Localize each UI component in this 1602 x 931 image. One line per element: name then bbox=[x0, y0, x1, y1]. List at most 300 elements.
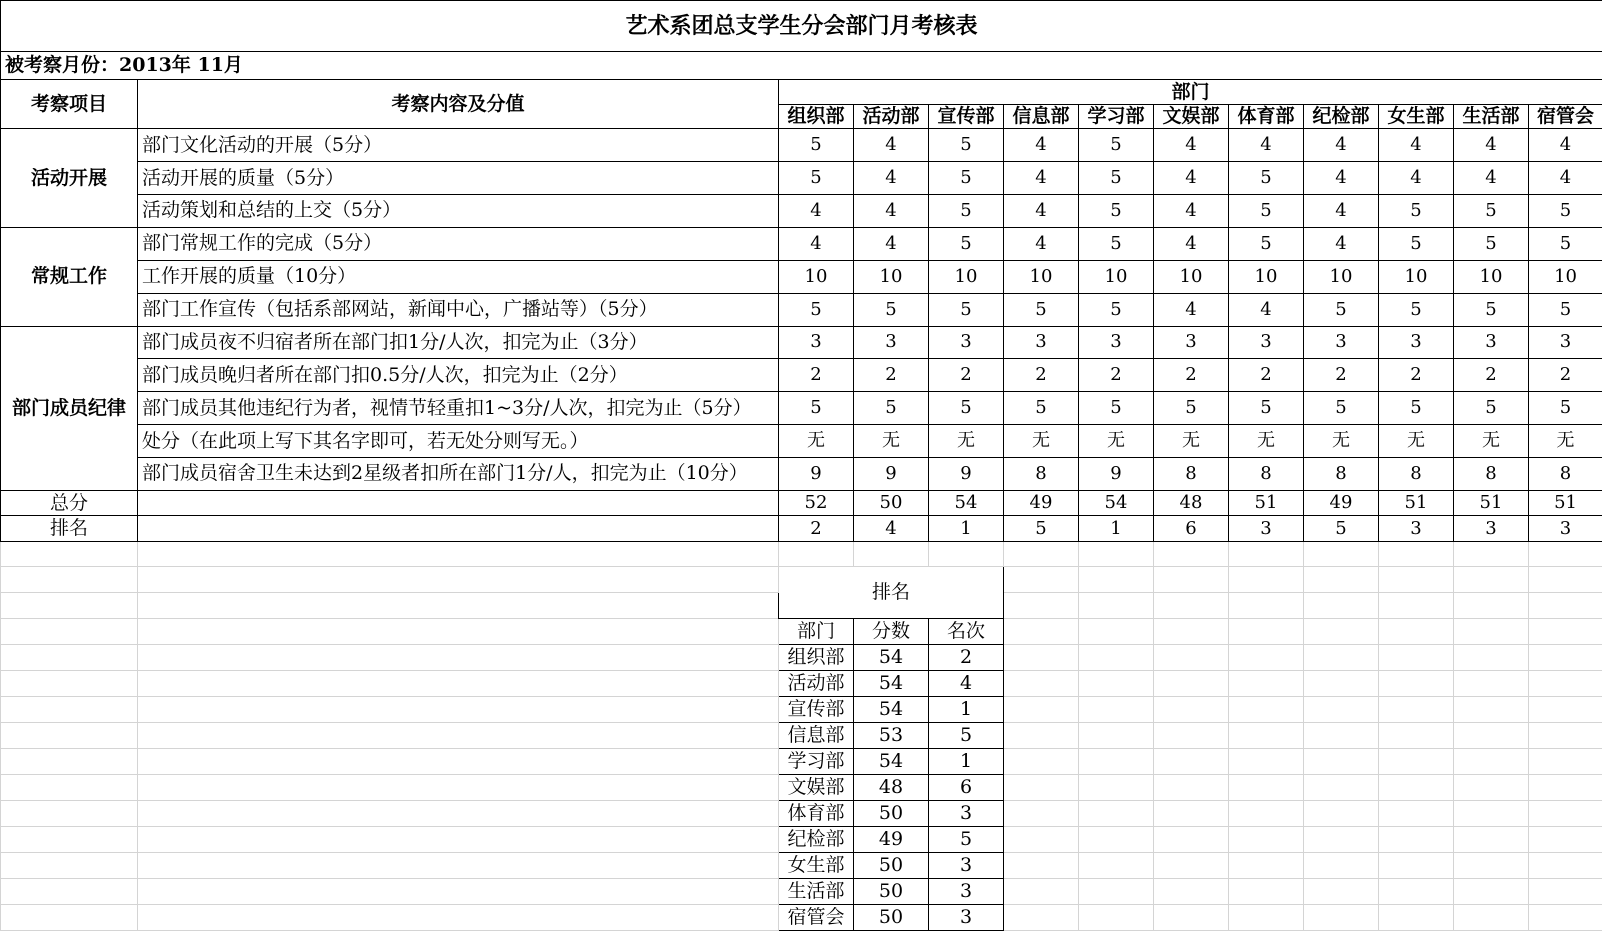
empty-cell[interactable] bbox=[1229, 593, 1304, 619]
empty-cell[interactable] bbox=[1304, 541, 1379, 566]
ranking-cell[interactable]: 4 bbox=[929, 671, 1004, 697]
score-cell[interactable]: 5 bbox=[1304, 392, 1379, 425]
empty-cell[interactable] bbox=[1004, 697, 1079, 723]
empty-cell[interactable] bbox=[1529, 852, 1602, 878]
score-cell[interactable]: 8 bbox=[1304, 458, 1379, 491]
empty-cell[interactable] bbox=[1004, 567, 1079, 593]
score-cell[interactable]: 5 bbox=[1379, 227, 1454, 260]
empty-cell[interactable] bbox=[138, 567, 779, 593]
empty-cell[interactable] bbox=[929, 541, 1004, 566]
empty-cell[interactable] bbox=[1, 904, 138, 930]
empty-cell[interactable] bbox=[1379, 619, 1454, 645]
score-cell[interactable]: 4 bbox=[1004, 162, 1079, 195]
rank-row-blank[interactable] bbox=[138, 516, 779, 541]
empty-cell[interactable] bbox=[1229, 826, 1304, 852]
score-cell[interactable]: 4 bbox=[1004, 129, 1079, 162]
empty-cell[interactable] bbox=[1379, 697, 1454, 723]
empty-cell[interactable] bbox=[1304, 645, 1379, 671]
score-cell[interactable]: 2 bbox=[854, 359, 929, 392]
criterion-content[interactable]: 活动策划和总结的上交（5分） bbox=[138, 195, 779, 228]
empty-cell[interactable] bbox=[1379, 904, 1454, 930]
empty-cell[interactable] bbox=[1454, 904, 1529, 930]
score-cell[interactable]: 5 bbox=[1454, 195, 1529, 228]
score-cell[interactable]: 4 bbox=[1004, 195, 1079, 228]
empty-cell[interactable] bbox=[1079, 800, 1154, 826]
score-cell[interactable]: 4 bbox=[1304, 227, 1379, 260]
score-cell[interactable]: 9 bbox=[779, 458, 854, 491]
ranking-cell[interactable]: 2 bbox=[929, 645, 1004, 671]
month-label[interactable]: 被考察月份：2013年 11月 bbox=[1, 51, 1602, 80]
ranking-cell[interactable]: 1 bbox=[929, 748, 1004, 774]
score-cell[interactable]: 8 bbox=[1229, 458, 1304, 491]
empty-cell[interactable] bbox=[1154, 645, 1229, 671]
score-cell[interactable]: 5 bbox=[1229, 227, 1304, 260]
score-cell[interactable]: 5 bbox=[1379, 195, 1454, 228]
empty-cell[interactable] bbox=[854, 541, 929, 566]
score-cell[interactable]: 5 bbox=[1454, 227, 1529, 260]
score-cell[interactable]: 4 bbox=[779, 195, 854, 228]
score-cell[interactable]: 9 bbox=[854, 458, 929, 491]
empty-cell[interactable] bbox=[1304, 671, 1379, 697]
total-row-score[interactable]: 54 bbox=[929, 490, 1004, 515]
score-cell[interactable]: 5 bbox=[1229, 195, 1304, 228]
ranking-cell[interactable]: 5 bbox=[929, 722, 1004, 748]
dept-header-9[interactable]: 生活部 bbox=[1454, 104, 1529, 128]
total-row-blank[interactable] bbox=[138, 490, 779, 515]
score-cell[interactable]: 2 bbox=[1229, 359, 1304, 392]
empty-cell[interactable] bbox=[1154, 748, 1229, 774]
ranking-cell[interactable]: 纪检部 bbox=[779, 826, 854, 852]
ranking-cell[interactable]: 生活部 bbox=[779, 878, 854, 904]
ranking-cell[interactable]: 1 bbox=[929, 697, 1004, 723]
score-cell[interactable]: 3 bbox=[1529, 326, 1602, 359]
ranking-header-2[interactable]: 名次 bbox=[929, 619, 1004, 645]
empty-cell[interactable] bbox=[138, 593, 779, 619]
empty-cell[interactable] bbox=[1454, 541, 1529, 566]
empty-cell[interactable] bbox=[1304, 852, 1379, 878]
header-content[interactable]: 考察内容及分值 bbox=[138, 80, 779, 129]
score-cell[interactable]: 5 bbox=[1079, 227, 1154, 260]
ranking-cell[interactable]: 48 bbox=[854, 774, 929, 800]
empty-cell[interactable] bbox=[1529, 671, 1602, 697]
score-cell[interactable]: 9 bbox=[929, 458, 1004, 491]
score-cell[interactable]: 5 bbox=[1229, 392, 1304, 425]
score-cell[interactable]: 3 bbox=[1154, 326, 1229, 359]
ranking-header-1[interactable]: 分数 bbox=[854, 619, 929, 645]
empty-cell[interactable] bbox=[1379, 852, 1454, 878]
empty-cell[interactable] bbox=[1529, 904, 1602, 930]
score-cell[interactable]: 4 bbox=[1154, 129, 1229, 162]
empty-cell[interactable] bbox=[1154, 619, 1229, 645]
total-row-label[interactable]: 总分 bbox=[1, 490, 138, 515]
score-cell[interactable]: 2 bbox=[779, 359, 854, 392]
empty-cell[interactable] bbox=[1, 645, 138, 671]
score-cell[interactable]: 4 bbox=[1454, 129, 1529, 162]
empty-cell[interactable] bbox=[1454, 671, 1529, 697]
empty-cell[interactable] bbox=[1079, 878, 1154, 904]
empty-cell[interactable] bbox=[1004, 619, 1079, 645]
rank-row-score[interactable]: 3 bbox=[1379, 516, 1454, 541]
empty-cell[interactable] bbox=[1, 774, 138, 800]
empty-cell[interactable] bbox=[1, 619, 138, 645]
score-cell[interactable]: 4 bbox=[1154, 227, 1229, 260]
criterion-content[interactable]: 部门成员其他违纪行为者，视情节轻重扣1~3分/人次，扣完为止（5分） bbox=[138, 392, 779, 425]
empty-cell[interactable] bbox=[1154, 671, 1229, 697]
empty-cell[interactable] bbox=[1, 826, 138, 852]
score-cell[interactable]: 无 bbox=[1229, 425, 1304, 458]
empty-cell[interactable] bbox=[1, 671, 138, 697]
rank-row-score[interactable]: 1 bbox=[1079, 516, 1154, 541]
empty-cell[interactable] bbox=[1154, 593, 1229, 619]
score-cell[interactable]: 10 bbox=[779, 260, 854, 293]
criterion-content[interactable]: 部门文化活动的开展（5分） bbox=[138, 129, 779, 162]
score-cell[interactable]: 5 bbox=[1004, 293, 1079, 326]
ranking-cell[interactable]: 活动部 bbox=[779, 671, 854, 697]
empty-cell[interactable] bbox=[1, 748, 138, 774]
empty-cell[interactable] bbox=[1379, 800, 1454, 826]
empty-cell[interactable] bbox=[1454, 619, 1529, 645]
score-cell[interactable]: 3 bbox=[1079, 326, 1154, 359]
group-label[interactable]: 常规工作 bbox=[1, 227, 138, 326]
ranking-cell[interactable]: 3 bbox=[929, 904, 1004, 930]
score-cell[interactable]: 4 bbox=[1454, 162, 1529, 195]
total-row-score[interactable]: 49 bbox=[1304, 490, 1379, 515]
empty-cell[interactable] bbox=[1229, 774, 1304, 800]
empty-cell[interactable] bbox=[1304, 593, 1379, 619]
total-row-score[interactable]: 51 bbox=[1379, 490, 1454, 515]
empty-cell[interactable] bbox=[1154, 852, 1229, 878]
ranking-cell[interactable]: 女生部 bbox=[779, 852, 854, 878]
rank-row-score[interactable]: 5 bbox=[1304, 516, 1379, 541]
score-cell[interactable]: 5 bbox=[1304, 293, 1379, 326]
score-cell[interactable]: 4 bbox=[1379, 129, 1454, 162]
empty-cell[interactable] bbox=[1304, 878, 1379, 904]
score-cell[interactable]: 无 bbox=[779, 425, 854, 458]
empty-cell[interactable] bbox=[1304, 904, 1379, 930]
score-cell[interactable]: 无 bbox=[1079, 425, 1154, 458]
empty-cell[interactable] bbox=[1004, 852, 1079, 878]
ranking-cell[interactable]: 3 bbox=[929, 852, 1004, 878]
score-cell[interactable]: 4 bbox=[779, 227, 854, 260]
empty-cell[interactable] bbox=[1379, 593, 1454, 619]
score-cell[interactable]: 2 bbox=[1454, 359, 1529, 392]
empty-cell[interactable] bbox=[1229, 541, 1304, 566]
empty-cell[interactable] bbox=[1529, 722, 1602, 748]
empty-cell[interactable] bbox=[1, 567, 138, 593]
score-cell[interactable]: 5 bbox=[929, 227, 1004, 260]
score-cell[interactable]: 4 bbox=[1154, 162, 1229, 195]
ranking-cell[interactable]: 信息部 bbox=[779, 722, 854, 748]
empty-cell[interactable] bbox=[1379, 774, 1454, 800]
ranking-cell[interactable]: 3 bbox=[929, 878, 1004, 904]
group-label[interactable]: 活动开展 bbox=[1, 129, 138, 228]
empty-cell[interactable] bbox=[1004, 774, 1079, 800]
empty-cell[interactable] bbox=[1, 541, 138, 566]
empty-cell[interactable] bbox=[1004, 593, 1079, 619]
score-cell[interactable]: 4 bbox=[1304, 162, 1379, 195]
ranking-cell[interactable]: 49 bbox=[854, 826, 929, 852]
criterion-content[interactable]: 部门常规工作的完成（5分） bbox=[138, 227, 779, 260]
empty-cell[interactable] bbox=[138, 826, 779, 852]
empty-cell[interactable] bbox=[1454, 852, 1529, 878]
empty-cell[interactable] bbox=[1454, 800, 1529, 826]
total-row-score[interactable]: 52 bbox=[779, 490, 854, 515]
score-cell[interactable]: 5 bbox=[1079, 392, 1154, 425]
empty-cell[interactable] bbox=[1004, 800, 1079, 826]
dept-header-0[interactable]: 组织部 bbox=[779, 104, 854, 128]
score-cell[interactable]: 8 bbox=[1454, 458, 1529, 491]
empty-cell[interactable] bbox=[1379, 541, 1454, 566]
empty-cell[interactable] bbox=[1379, 878, 1454, 904]
score-cell[interactable]: 5 bbox=[1529, 392, 1602, 425]
total-row-score[interactable]: 50 bbox=[854, 490, 929, 515]
empty-cell[interactable] bbox=[1379, 826, 1454, 852]
score-cell[interactable]: 5 bbox=[779, 293, 854, 326]
empty-cell[interactable] bbox=[138, 671, 779, 697]
dept-header-1[interactable]: 活动部 bbox=[854, 104, 929, 128]
total-row-score[interactable]: 49 bbox=[1004, 490, 1079, 515]
empty-cell[interactable] bbox=[1079, 852, 1154, 878]
empty-cell[interactable] bbox=[1529, 774, 1602, 800]
score-cell[interactable]: 5 bbox=[1079, 129, 1154, 162]
empty-cell[interactable] bbox=[1529, 541, 1602, 566]
ranking-cell[interactable]: 54 bbox=[854, 645, 929, 671]
dept-header-5[interactable]: 文娱部 bbox=[1154, 104, 1229, 128]
rank-row-score[interactable]: 5 bbox=[1004, 516, 1079, 541]
score-cell[interactable]: 无 bbox=[1529, 425, 1602, 458]
rank-row-label[interactable]: 排名 bbox=[1, 516, 138, 541]
empty-cell[interactable] bbox=[1454, 826, 1529, 852]
empty-cell[interactable] bbox=[1304, 619, 1379, 645]
empty-cell[interactable] bbox=[1154, 541, 1229, 566]
score-cell[interactable]: 5 bbox=[779, 162, 854, 195]
empty-cell[interactable] bbox=[1, 852, 138, 878]
score-cell[interactable]: 5 bbox=[929, 162, 1004, 195]
empty-cell[interactable] bbox=[1529, 826, 1602, 852]
score-cell[interactable]: 5 bbox=[1529, 195, 1602, 228]
score-cell[interactable]: 10 bbox=[1004, 260, 1079, 293]
total-row-score[interactable]: 51 bbox=[1229, 490, 1304, 515]
empty-cell[interactable] bbox=[779, 541, 854, 566]
criterion-content[interactable]: 处分（在此项上写下其名字即可，若无处分则写无。） bbox=[138, 425, 779, 458]
score-cell[interactable]: 4 bbox=[1004, 227, 1079, 260]
score-cell[interactable]: 4 bbox=[1304, 129, 1379, 162]
empty-cell[interactable] bbox=[1079, 904, 1154, 930]
score-cell[interactable]: 5 bbox=[1379, 392, 1454, 425]
ranking-cell[interactable]: 50 bbox=[854, 800, 929, 826]
empty-cell[interactable] bbox=[1079, 671, 1154, 697]
score-cell[interactable]: 4 bbox=[1304, 195, 1379, 228]
empty-cell[interactable] bbox=[1454, 593, 1529, 619]
empty-cell[interactable] bbox=[1154, 800, 1229, 826]
rank-row-score[interactable]: 2 bbox=[779, 516, 854, 541]
dept-header-7[interactable]: 纪检部 bbox=[1304, 104, 1379, 128]
empty-cell[interactable] bbox=[1529, 619, 1602, 645]
empty-cell[interactable] bbox=[1079, 748, 1154, 774]
criterion-content[interactable]: 部门工作宣传（包括系部网站，新闻中心，广播站等）（5分） bbox=[138, 293, 779, 326]
ranking-cell[interactable]: 3 bbox=[929, 800, 1004, 826]
score-cell[interactable]: 5 bbox=[1079, 293, 1154, 326]
total-row-score[interactable]: 48 bbox=[1154, 490, 1229, 515]
empty-cell[interactable] bbox=[138, 619, 779, 645]
score-cell[interactable]: 3 bbox=[1304, 326, 1379, 359]
score-cell[interactable]: 3 bbox=[1229, 326, 1304, 359]
ranking-cell[interactable]: 体育部 bbox=[779, 800, 854, 826]
score-cell[interactable]: 4 bbox=[1529, 162, 1602, 195]
empty-cell[interactable] bbox=[1154, 904, 1229, 930]
ranking-cell[interactable]: 54 bbox=[854, 671, 929, 697]
empty-cell[interactable] bbox=[1304, 748, 1379, 774]
dept-header-8[interactable]: 女生部 bbox=[1379, 104, 1454, 128]
score-cell[interactable]: 5 bbox=[1154, 392, 1229, 425]
empty-cell[interactable] bbox=[1154, 878, 1229, 904]
score-cell[interactable]: 9 bbox=[1079, 458, 1154, 491]
empty-cell[interactable] bbox=[138, 645, 779, 671]
empty-cell[interactable] bbox=[1304, 800, 1379, 826]
score-cell[interactable]: 4 bbox=[1154, 293, 1229, 326]
empty-cell[interactable] bbox=[138, 904, 779, 930]
empty-cell[interactable] bbox=[1154, 567, 1229, 593]
empty-cell[interactable] bbox=[138, 800, 779, 826]
empty-cell[interactable] bbox=[1529, 593, 1602, 619]
empty-cell[interactable] bbox=[1529, 878, 1602, 904]
empty-cell[interactable] bbox=[1529, 748, 1602, 774]
score-cell[interactable]: 2 bbox=[1154, 359, 1229, 392]
empty-cell[interactable] bbox=[1079, 645, 1154, 671]
empty-cell[interactable] bbox=[1154, 774, 1229, 800]
score-cell[interactable]: 5 bbox=[1529, 227, 1602, 260]
criterion-content[interactable]: 活动开展的质量（5分） bbox=[138, 162, 779, 195]
score-cell[interactable]: 5 bbox=[929, 129, 1004, 162]
empty-cell[interactable] bbox=[1529, 697, 1602, 723]
empty-cell[interactable] bbox=[1229, 645, 1304, 671]
empty-cell[interactable] bbox=[1079, 593, 1154, 619]
empty-cell[interactable] bbox=[1304, 697, 1379, 723]
dept-header-10[interactable]: 宿管会 bbox=[1529, 104, 1602, 128]
score-cell[interactable]: 4 bbox=[1229, 129, 1304, 162]
empty-cell[interactable] bbox=[138, 541, 779, 566]
score-cell[interactable]: 4 bbox=[1154, 195, 1229, 228]
empty-cell[interactable] bbox=[1454, 722, 1529, 748]
empty-cell[interactable] bbox=[1, 697, 138, 723]
empty-cell[interactable] bbox=[1229, 697, 1304, 723]
empty-cell[interactable] bbox=[1229, 904, 1304, 930]
empty-cell[interactable] bbox=[1004, 722, 1079, 748]
empty-cell[interactable] bbox=[1154, 826, 1229, 852]
score-cell[interactable]: 4 bbox=[1229, 293, 1304, 326]
empty-cell[interactable] bbox=[1379, 748, 1454, 774]
empty-cell[interactable] bbox=[1004, 645, 1079, 671]
score-cell[interactable]: 无 bbox=[929, 425, 1004, 458]
empty-cell[interactable] bbox=[1004, 904, 1079, 930]
ranking-header-0[interactable]: 部门 bbox=[779, 619, 854, 645]
dept-header-2[interactable]: 宣传部 bbox=[929, 104, 1004, 128]
rank-row-score[interactable]: 4 bbox=[854, 516, 929, 541]
group-label[interactable]: 部门成员纪律 bbox=[1, 326, 138, 490]
ranking-cell[interactable]: 组织部 bbox=[779, 645, 854, 671]
rank-row-score[interactable]: 3 bbox=[1229, 516, 1304, 541]
empty-cell[interactable] bbox=[1154, 697, 1229, 723]
empty-cell[interactable] bbox=[1454, 878, 1529, 904]
header-dept-group[interactable]: 部门 bbox=[779, 80, 1602, 104]
criterion-content[interactable]: 部门成员晚归者所在部门扣0.5分/人次，扣完为止（2分） bbox=[138, 359, 779, 392]
score-cell[interactable]: 5 bbox=[854, 392, 929, 425]
score-cell[interactable]: 3 bbox=[854, 326, 929, 359]
empty-cell[interactable] bbox=[1454, 697, 1529, 723]
empty-cell[interactable] bbox=[1, 800, 138, 826]
empty-cell[interactable] bbox=[1079, 826, 1154, 852]
empty-cell[interactable] bbox=[1079, 722, 1154, 748]
ranking-cell[interactable]: 6 bbox=[929, 774, 1004, 800]
empty-cell[interactable] bbox=[1379, 722, 1454, 748]
score-cell[interactable]: 无 bbox=[1454, 425, 1529, 458]
criterion-content[interactable]: 部门成员宿舍卫生未达到2星级者扣所在部门1分/人，扣完为止（10分） bbox=[138, 458, 779, 491]
score-cell[interactable]: 10 bbox=[1529, 260, 1602, 293]
score-cell[interactable]: 无 bbox=[1379, 425, 1454, 458]
score-cell[interactable]: 2 bbox=[1529, 359, 1602, 392]
empty-cell[interactable] bbox=[1454, 774, 1529, 800]
empty-cell[interactable] bbox=[1379, 671, 1454, 697]
score-cell[interactable]: 10 bbox=[854, 260, 929, 293]
score-cell[interactable]: 4 bbox=[854, 162, 929, 195]
dept-header-3[interactable]: 信息部 bbox=[1004, 104, 1079, 128]
empty-cell[interactable] bbox=[1079, 619, 1154, 645]
empty-cell[interactable] bbox=[1229, 878, 1304, 904]
ranking-cell[interactable]: 学习部 bbox=[779, 748, 854, 774]
score-cell[interactable]: 2 bbox=[1304, 359, 1379, 392]
score-cell[interactable]: 2 bbox=[1379, 359, 1454, 392]
score-cell[interactable]: 无 bbox=[1154, 425, 1229, 458]
empty-cell[interactable] bbox=[1, 878, 138, 904]
empty-cell[interactable] bbox=[1004, 878, 1079, 904]
score-cell[interactable]: 无 bbox=[1304, 425, 1379, 458]
score-cell[interactable]: 2 bbox=[1079, 359, 1154, 392]
ranking-title[interactable]: 排名 bbox=[779, 567, 1004, 619]
score-cell[interactable]: 5 bbox=[1454, 293, 1529, 326]
score-cell[interactable]: 无 bbox=[854, 425, 929, 458]
score-cell[interactable]: 5 bbox=[1529, 293, 1602, 326]
score-cell[interactable]: 10 bbox=[1454, 260, 1529, 293]
score-cell[interactable]: 10 bbox=[1079, 260, 1154, 293]
score-cell[interactable]: 5 bbox=[779, 392, 854, 425]
score-cell[interactable]: 8 bbox=[1379, 458, 1454, 491]
ranking-cell[interactable]: 宣传部 bbox=[779, 697, 854, 723]
criterion-content[interactable]: 部门成员夜不归宿者所在部门扣1分/人次，扣完为止（3分） bbox=[138, 326, 779, 359]
score-cell[interactable]: 5 bbox=[929, 392, 1004, 425]
empty-cell[interactable] bbox=[1304, 567, 1379, 593]
empty-cell[interactable] bbox=[1529, 567, 1602, 593]
score-cell[interactable]: 10 bbox=[929, 260, 1004, 293]
score-cell[interactable]: 4 bbox=[854, 129, 929, 162]
ranking-cell[interactable]: 53 bbox=[854, 722, 929, 748]
score-cell[interactable]: 8 bbox=[1004, 458, 1079, 491]
rank-row-score[interactable]: 3 bbox=[1454, 516, 1529, 541]
empty-cell[interactable] bbox=[1004, 671, 1079, 697]
score-cell[interactable]: 10 bbox=[1304, 260, 1379, 293]
score-cell[interactable]: 8 bbox=[1529, 458, 1602, 491]
empty-cell[interactable] bbox=[1454, 748, 1529, 774]
empty-cell[interactable] bbox=[1229, 567, 1304, 593]
score-cell[interactable]: 4 bbox=[854, 227, 929, 260]
ranking-cell[interactable]: 50 bbox=[854, 904, 929, 930]
ranking-cell[interactable]: 50 bbox=[854, 878, 929, 904]
score-cell[interactable]: 5 bbox=[1004, 392, 1079, 425]
ranking-cell[interactable]: 54 bbox=[854, 697, 929, 723]
empty-cell[interactable] bbox=[1229, 619, 1304, 645]
score-cell[interactable]: 5 bbox=[1079, 162, 1154, 195]
rank-row-score[interactable]: 3 bbox=[1529, 516, 1602, 541]
empty-cell[interactable] bbox=[1004, 748, 1079, 774]
